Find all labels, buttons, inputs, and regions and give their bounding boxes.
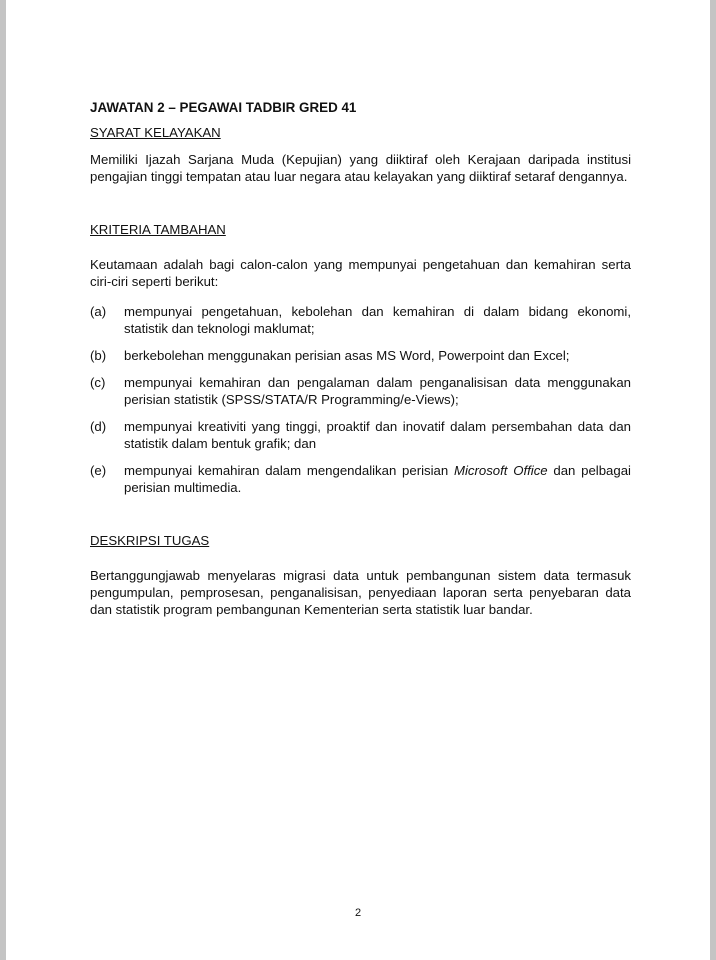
kriteria-intro-paragraph: Keutamaan adalah bagi calon-calon yang mempunyai pengetahuan dan kemahiran serta ciri-ciri seperti berikut:: [90, 257, 631, 289]
syarat-kelayakan-paragraph: Memiliki Ijazah Sarjana Muda (Kepujian) yang diiktiraf oleh Kerajaan daripada institusi pengajian tinggi tempatan atau luar negara atau kelayakan yang diiktiraf setaraf dengannya.: [90, 152, 631, 184]
document-title: JAWATAN 2 – PEGAWAI TADBIR GRED 41: [90, 100, 357, 115]
list-item: [90, 418, 631, 452]
section-heading-syarat-kelayakan: SYARAT KELAYAKAN: [90, 125, 221, 140]
list-item: [90, 374, 631, 408]
deskripsi-tugas-paragraph: Bertanggungjawab menyelaras migrasi data untuk pembangunan sistem data termasuk pengumpulan, pemprosesan, penganalisisan, penyediaan laporan serta penyebaran data dan statistik program pembangunan Kementerian serta statistik luar bandar.: [90, 568, 631, 617]
list-item-label: (d): [90, 419, 107, 434]
list-item-label: (a): [90, 304, 107, 319]
list-item-text: mempunyai kemahiran dan pengalaman dalam penganalisisan data menggunakan perisian statistik (SPSS/STATA/R Programming/e-Views);: [124, 375, 631, 407]
list-item-text: [124, 462, 631, 496]
kriteria-list: [90, 303, 631, 496]
section-heading-kriteria-tambahan: KRITERIA TAMBAHAN: [90, 222, 226, 237]
section-heading-deskripsi-tugas: DESKRIPSI TUGAS: [90, 533, 210, 548]
list-item-text: mempunyai pengetahuan, kebolehan dan kemahiran di dalam bidang ekonomi, statistik dan teknologi maklumat;: [124, 304, 631, 336]
list-item-text-italic: Microsoft Office: [453, 463, 548, 478]
list-item-text: mempunyai kreativiti yang tinggi, proaktif dan inovatif dalam persembahan data dan statistik dalam bentuk grafik; dan: [124, 419, 631, 451]
list-item-label: (b): [90, 348, 107, 363]
page-content: [90, 99, 631, 618]
list-item: [90, 462, 631, 496]
list-item-label: (e): [90, 463, 107, 478]
list-item-label: (c): [90, 375, 106, 390]
document-page: [6, 0, 710, 960]
list-item-text-before: mempunyai kemahiran dalam mengendalikan perisian: [124, 463, 454, 478]
list-item: [90, 347, 631, 364]
list-item-text: berkebolehan menggunakan perisian asas MS Word, Powerpoint dan Excel;: [124, 348, 570, 363]
list-item: [90, 303, 631, 337]
list-item-text-after: dan pelbagai perisian multimedia.: [124, 463, 631, 495]
page-number: 2: [354, 907, 362, 919]
